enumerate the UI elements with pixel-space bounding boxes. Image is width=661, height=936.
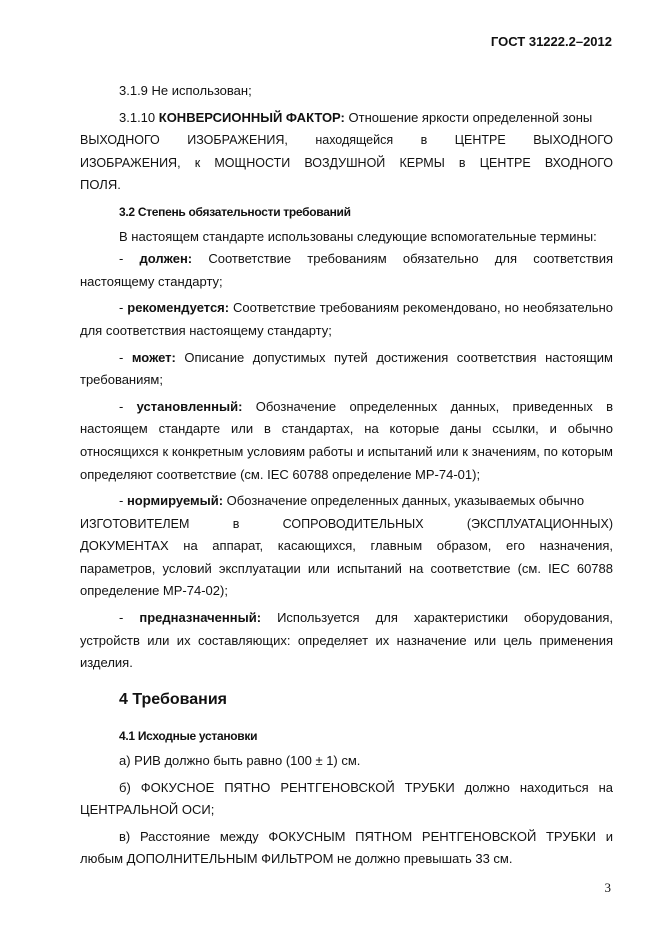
clause-3-1-10-line4: ПОЛЯ. bbox=[80, 177, 121, 193]
document-header: ГОСТ 31222.2–2012 bbox=[490, 34, 612, 49]
item-b: б) ФОКУСНОЕ ПЯТНО РЕНТГЕНОВСКОЙ ТРУБКИ должно находиться на bbox=[119, 779, 613, 795]
term-item-must: - должен: Соответствие требованиям обязательно для соответствия настоящему стандарту; bbox=[80, 251, 613, 289]
term-item-established: - установленный: Обозначение определенных данных, приведенных в настоящем стандарте или в стандартах, на которые даны ссылки, и обычно относящихся к конкретным условиям работы и испытаний или к значениям, по которым определяют соответствие (см. IEC 60788 определение МР-74-01); bbox=[80, 398, 613, 482]
clause-3-1-10-line2: ВЫХОДНОГО ИЗОБРАЖЕНИЯ, находящейся в ЦЕНТРЕ ВЫХОДНОГО bbox=[80, 133, 613, 148]
term-item-normalized: - нормируемый: Обозначение определенных данных, указываемых обычно bbox=[119, 493, 585, 509]
section-4-1-heading: 4.1 Исходные установки bbox=[119, 729, 258, 744]
term-item-intended: - предназначенный: Используется для характеристики оборудования, устройств или их составляющих: определяет их назначение или цель применения изделия. bbox=[80, 610, 613, 671]
term-item-recommended: - рекомендуется: Соответствие требованиям рекомендовано, но необязательно для соответствия настоящему стандарту; bbox=[80, 300, 613, 338]
section-4-heading: 4 Требования bbox=[119, 690, 227, 708]
clause-3-1-10: 3.1.10 КОНВЕРСИОННЫЙ ФАКТОР: Отношение яркости определенной зоны bbox=[119, 109, 593, 125]
terms-intro: В настоящем стандарте использованы следующие вспомогательные термины: bbox=[119, 228, 597, 244]
term-item-normalized-line2: ИЗГОТОВИТЕЛЕМ в СОПРОВОДИТЕЛЬНЫХ (ЭКСПЛУАТАЦИОННЫХ) bbox=[80, 516, 613, 531]
term-conversion-factor: КОНВЕРСИОННЫЙ ФАКТОР: bbox=[158, 109, 345, 125]
clause-3-1-9: 3.1.9 Не использован; bbox=[119, 83, 252, 98]
term-item-normalized-rest: ДОКУМЕНТАХ на аппарат, касающихся, главным образом, его назначения, параметров, условий эксплуатации или испытаний на соответствие (см. IEC 60788 определение МР-74-02); bbox=[80, 538, 613, 599]
section-3-2-heading: 3.2 Степень обязательности требований bbox=[119, 204, 351, 219]
page-body bbox=[80, 80, 613, 871]
item-v: в) Расстояние между ФОКУСНЫМ ПЯТНОМ РЕНТГЕНОВСКОЙ ТРУБКИ и любым ДОПОЛНИТЕЛЬНЫМ ФИЛЬТРОМ не должно превышать 33 см. bbox=[80, 828, 613, 867]
item-a: а) РИВ должно быть равно (100 ± 1) см. bbox=[119, 753, 361, 769]
term-item-may: - может: Описание допустимых путей достижения соответствия настоящим требованиям; bbox=[80, 349, 613, 388]
clause-3-1-10-line3: ИЗОБРАЖЕНИЯ, к МОЩНОСТИ ВОЗДУШНОЙ КЕРМЫ в ЦЕНТРЕ ВХОДНОГО bbox=[80, 155, 613, 170]
page-number: 3 bbox=[604, 880, 611, 895]
item-b-line2: ЦЕНТРАЛЬНОЙ ОСИ; bbox=[80, 802, 215, 818]
